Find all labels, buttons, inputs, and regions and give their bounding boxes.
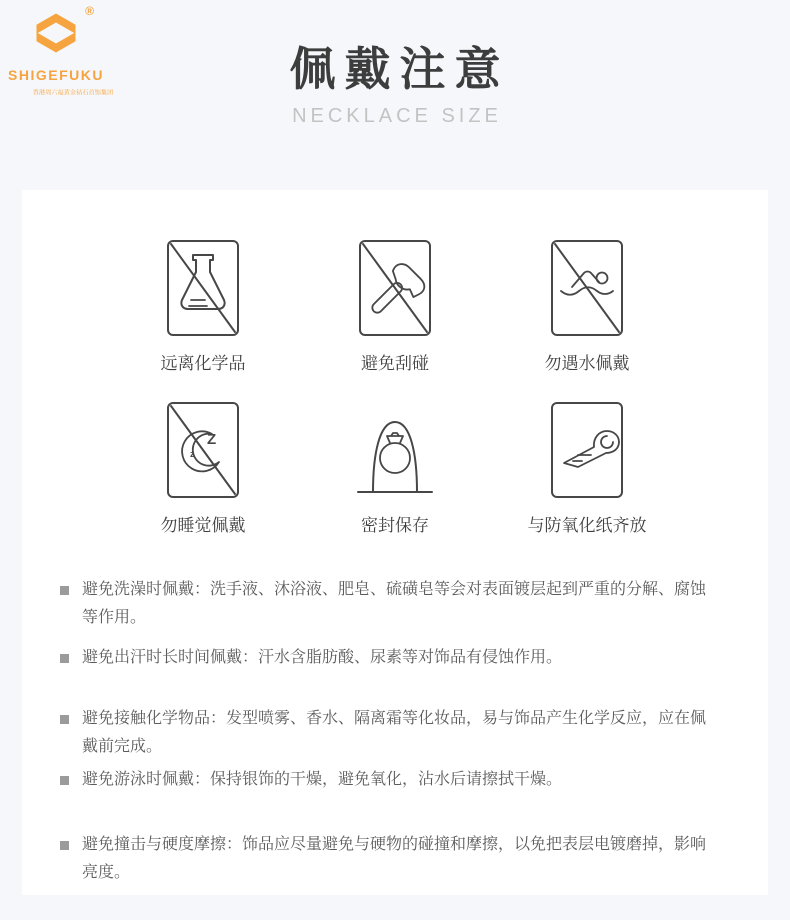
no-chemicals-icon (164, 238, 242, 338)
square-bullet-icon (60, 715, 69, 724)
section-header (0, 0, 790, 128)
care-item-no-chemicals (133, 238, 273, 374)
care-notes (22, 576, 768, 887)
square-bullet-icon (60, 776, 69, 785)
icon-label: 与防氧化纸齐放 (527, 516, 647, 535)
note-item (60, 831, 730, 887)
note-item (60, 766, 730, 794)
care-item-no-sleep (133, 400, 273, 536)
anti-oxidation-paper-icon (548, 400, 626, 500)
care-item-no-knocks (325, 238, 465, 374)
icon-label: 勿睡觉佩戴 (160, 516, 246, 535)
no-knocks-icon (356, 238, 434, 338)
icon-row-1 (22, 190, 768, 374)
care-item-anti-oxidation-paper (517, 400, 657, 536)
brand-name: SHIGEFUKU (8, 67, 104, 83)
registered-mark: ® (85, 4, 94, 18)
no-water-icon (548, 238, 626, 338)
icon-label: 避免刮碰 (361, 354, 429, 373)
brand-logo (8, 4, 114, 97)
note-text: 避免游泳时佩戴：保持银饰的干燥，避免氧化，沾水后请擦拭干燥。 (82, 771, 563, 788)
note-item (60, 644, 730, 672)
note-item (60, 576, 730, 632)
care-item-sealed-storage (325, 400, 465, 536)
page-title: 佩戴注意 (289, 43, 510, 95)
care-item-no-water (517, 238, 657, 374)
hexagon-s-logo-icon (32, 4, 94, 60)
care-card (22, 190, 768, 895)
icon-row-2 (22, 400, 768, 536)
icon-label: 勿遇水佩戴 (544, 354, 630, 373)
no-sleep-icon (164, 400, 242, 500)
note-text: 避免接触化学物品：发型喷雾、香水、隔离霜等化妆品，易与饰品产生化学反应，应在佩戴前完成。 (82, 710, 707, 755)
brand-subtext: 香港周六福黄金钻石首饰集团 (32, 89, 114, 97)
square-bullet-icon (60, 841, 69, 850)
note-text: 避免出汗时长时间佩戴：汗水含脂肪酸、尿素等对饰品有侵蚀作用。 (82, 649, 563, 666)
square-bullet-icon (60, 654, 69, 663)
square-bullet-icon (60, 586, 69, 595)
sealed-storage-icon (356, 400, 434, 500)
svg-text:z: z (190, 449, 195, 459)
icon-label: 远离化学品 (160, 354, 246, 373)
note-text: 避免洗澡时佩戴：洗手液、沐浴液、肥皂、硫磺皂等会对表面镀层起到严重的分解、腐蚀等作用。 (82, 581, 707, 626)
page-subtitle: NECKLACE SIZE (292, 105, 502, 128)
note-item (60, 705, 730, 761)
icon-label: 密封保存 (361, 516, 429, 535)
svg-text:Z: Z (207, 431, 217, 448)
note-text: 避免撞击与硬度摩擦：饰品应尽量避免与硬物的碰撞和摩擦，以免把表层电镀磨掉，影响亮度。 (82, 836, 707, 881)
